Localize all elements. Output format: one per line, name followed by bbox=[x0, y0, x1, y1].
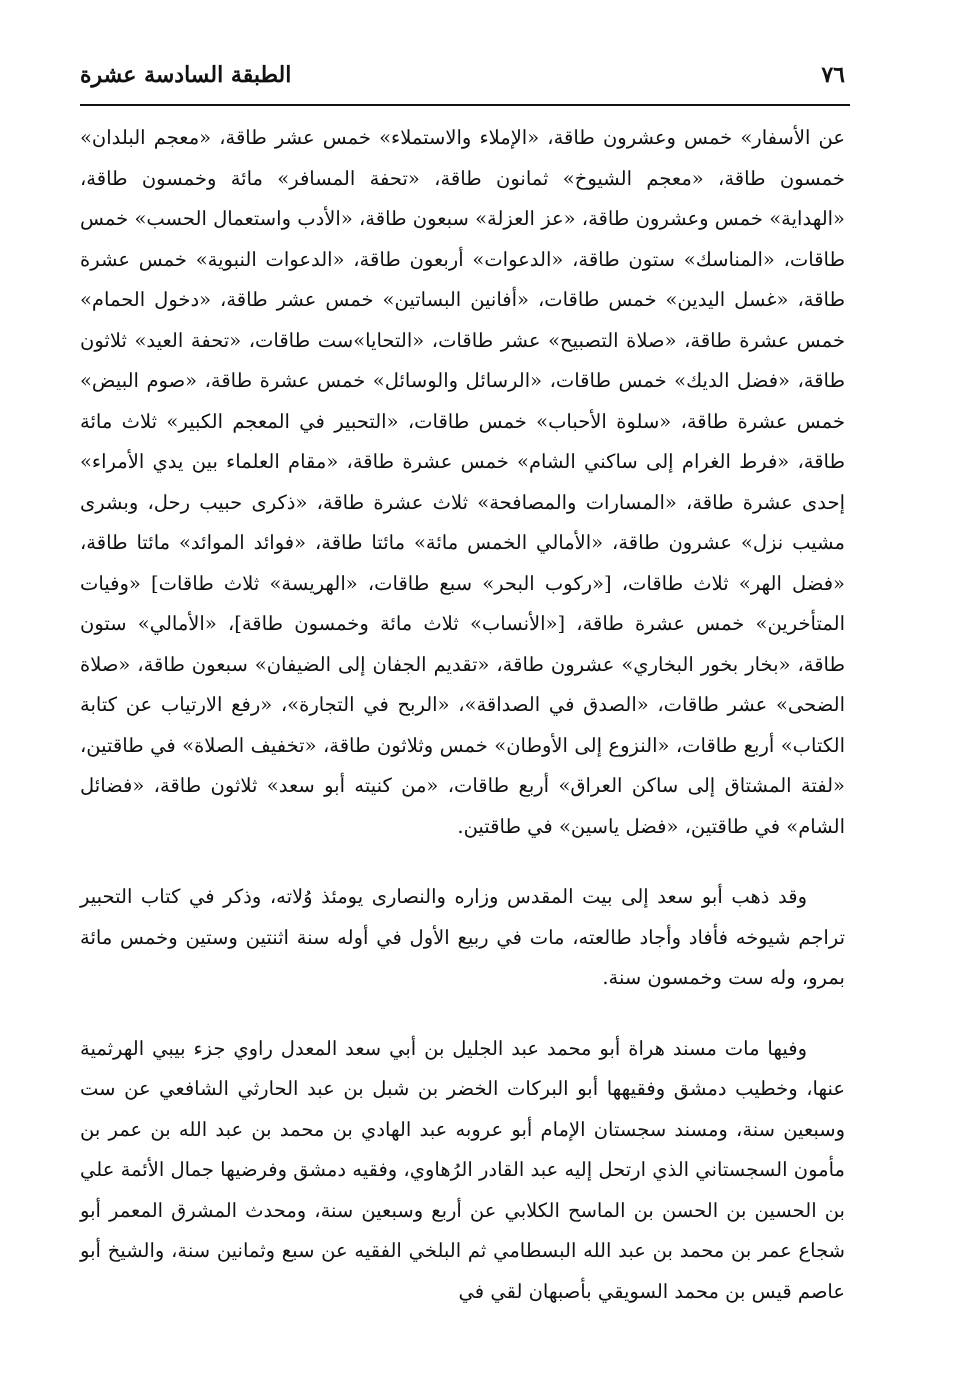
paragraph-abu-saad: وقد ذهب أبو سعد إلى بيت المقدس وزاره والنصارى يومئذ وُلاته، وذكر في كتاب التحبير تراجم شيوخه فأفاد وأجاد طالعته، مات في ربيع الأول في أوله سنة اثنتين وستين وخمس مائة بمرو، وله ست وخمسون سنة. bbox=[80, 885, 845, 989]
paragraph-book-list: عن الأسفار» خمس وعشرون طاقة، «الإملاء والاستملاء» خمس عشر طاقة، «معجم البلدان» خمسون طاقة، «معجم الشيوخ» ثمانون طاقة، «تحفة المسافر» مائة وخمسون طاقة، «الهداية» خمس وعشرون طاقة، «عز العزلة» سبعون طاقة، «الأدب واستعمال الحسب» خمس طاقات، «المناسك» ستون طاقة، «الدعوات» أربعون طاقة، «الدعوات النبوية» خمس عشرة طاقة، «غسل اليدين» خمس طاقات، «أفانين البساتين» خمس عشر طاقة، «دخول الحمام» خمس عشرة طاقة، «صلاة التصبيح» عشر طاقات، «التحايا»ست طاقات، «تحفة العيد» ثلاثون طاقة، «فضل الديك» خمس طاقات، «الرسائل والوسائل» خمس عشرة طاقة، «صوم البيض» خمس عشرة طاقة، «سلوة الأحباب» خمس طاقات، «التحبير في المعجم الكبير» ثلاث مائة طاقة، «فرط الغرام إلى ساكني الشام» خمس عشرة طاقة، «مقام العلماء بين يدي الأمراء» إحدى عشرة طاقة، «المسارات والمصافحة» ثلاث عشرة طاقة، «ذكرى حبيب رحل، وبشرى مشيب نزل» عشرون طاقة، «الأمالي الخمس مائة» مائتا طاقة، «فوائد الموائد» مائتا طاقة، «فضل الهر» ثلاث طاقات، [«ركوب البحر» سبع طاقات، «الهريسة» ثلاث طاقات] «وفيات المتأخرين» خمس عشرة طاقة، [«الأنساب» ثلاث مائة وخمسون طاقة]، «الأمالي» ستون طاقة، «بخار بخور البخاري» عشرون طاقة، «تقديم الجفان إلى الضيفان» سبعون طاقة، «صلاة الضحى» عشر طاقات، «الصدق في الصداقة»، «الربح في التجارة»، «رفع الارتياب عن كتابة الكتاب» أربع طاقات، «النزوع إلى الأوطان» خمس وثلاثون طاقة، «تخفيف الصلاة» في طاقتين، «لفتة المشتاق إلى ساكن العراق» أربع طاقات، «من كنيته أبو سعد» ثلاثون طاقة، «فضائل الشام» في طاقتين، «فضل ياسين» في طاقتين. bbox=[80, 126, 845, 838]
page-number: ٧٦ bbox=[821, 62, 845, 88]
page-header bbox=[80, 58, 845, 92]
running-title: الطبقة السادسة عشرة bbox=[80, 62, 292, 88]
paragraph-obituaries: وفيها مات مسند هراة أبو محمد عبد الجليل بن أبي سعد المعدل راوي جزء بيبي الهرثمية عنها، وخطيب دمشق وفقيهها أبو البركات الخضر بن شبل بن عبد الحارثي الشافعي عن ست وسبعين سنة، ومسند سجستان الإمام أبو عروبه عبد الهادي بن محمد بن عبد الله بن عمر بن مأمون السجستاني الذي ارتحل إليه عبد القادر الرُهاوي، وفقيه دمشق وفرضيها جمال الأئمة علي بن الحسين بن الحسن بن الماسح الكلابي عن أربع وسبعين سنة، ومحدث المشرق المعمر أبو شجاع عمر بن محمد بن عبد الله البسطامي ثم البلخي الفقيه عن سبع وثمانين سنة، والشيخ أبو عاصم قيس بن محمد السويقي بأصبهان لقي في bbox=[80, 1036, 845, 1303]
header-rule bbox=[80, 104, 850, 106]
main-text bbox=[80, 118, 845, 1312]
